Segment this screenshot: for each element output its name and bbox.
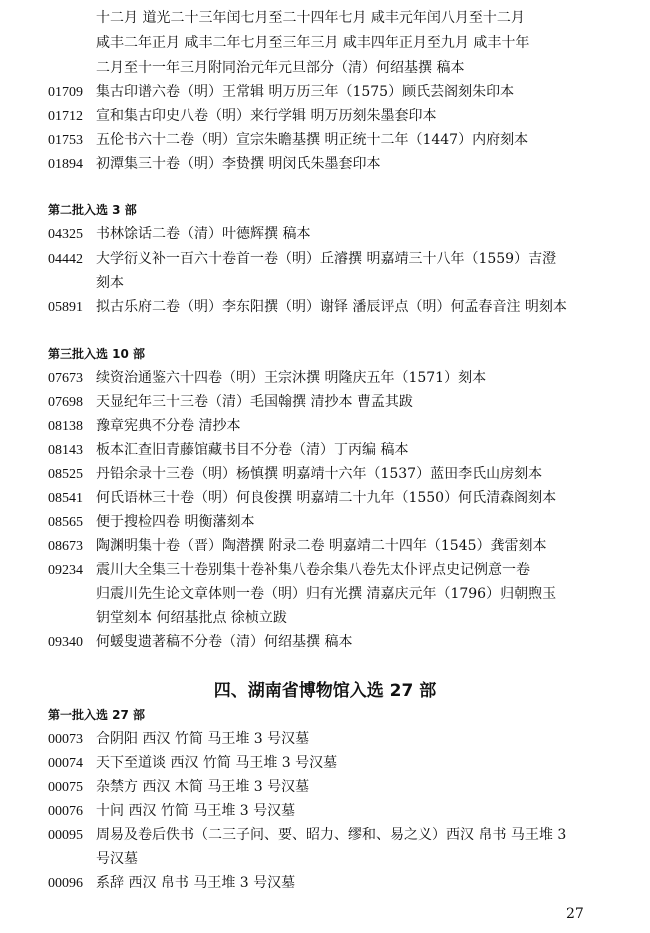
continued-text-line: 二月至十一年三月附同治元年元旦部分（清）何绍基撰 稿本 xyxy=(96,60,465,76)
entry-text-continuation: 刻本 xyxy=(96,275,124,291)
entry-id: 05891 xyxy=(48,300,83,315)
entry-id: 01712 xyxy=(48,109,83,124)
entry-text: 天下至道谈 西汉 竹简 马王堆 3 号汉墓 xyxy=(96,755,338,771)
entry-text-continuation: 钥堂刻本 何绍基批点 徐桢立跋 xyxy=(96,610,287,626)
entry-text: 天显纪年三十三卷（清）毛国翰撰 清抄本 曹孟其跋 xyxy=(96,394,413,410)
entry-text: 何蝯叟遗著稿不分卷（清）何绍基撰 稿本 xyxy=(96,634,353,650)
entry-id: 04442 xyxy=(48,252,83,267)
continued-text-line: 咸丰二年正月 咸丰二年七月至三年三月 咸丰四年正月至九月 咸丰十年 xyxy=(96,35,530,51)
batch-title: 第二批入选 3 部 xyxy=(48,203,137,217)
batch-title: 第三批入选 10 部 xyxy=(48,347,146,361)
batch-title: 第一批入选 27 部 xyxy=(48,708,146,722)
catalog-entry xyxy=(48,488,556,509)
entry-id: 08673 xyxy=(48,539,83,554)
entry-text: 续资治通鉴六十四卷（明）王宗沐撰 明隆庆五年（1571）刻本 xyxy=(96,370,487,386)
entry-text: 五伦书六十二卷（明）宣宗朱瞻基撰 明正统十二年（1447）内府刻本 xyxy=(96,132,529,148)
entry-id: 09340 xyxy=(48,635,83,650)
catalog-entry xyxy=(48,777,309,798)
catalog-entry xyxy=(48,82,514,103)
entry-id: 08541 xyxy=(48,491,83,506)
catalog-entry xyxy=(48,249,556,270)
entry-text-continuation: 归震川先生论文章体则一卷（明）归有光撰 清嘉庆元年（1796）归朝煦玉 xyxy=(96,586,557,602)
catalog-entry xyxy=(48,753,337,774)
entry-id: 08138 xyxy=(48,419,83,434)
entry-text: 集古印谱六卷（明）王常辑 明万历三年（1575）顾氏芸阁刻朱印本 xyxy=(96,84,515,100)
catalog-entry xyxy=(48,464,542,485)
entry-id: 00074 xyxy=(48,756,83,771)
entry-text: 何氏语林三十卷（明）何良俊撰 明嘉靖二十九年（1550）何氏清森阁刻本 xyxy=(96,490,557,506)
entry-id: 09234 xyxy=(48,563,83,578)
entry-id: 08143 xyxy=(48,443,83,458)
entry-text: 震川大全集三十卷别集十卷补集八卷余集八卷先太仆评点史记例意一卷 xyxy=(96,562,530,578)
entry-id: 07698 xyxy=(48,395,83,410)
catalog-entry xyxy=(48,154,380,175)
entry-text: 丹铅余录十三卷（明）杨慎撰 明嘉靖十六年（1537）蓝田李氏山房刻本 xyxy=(96,466,543,482)
catalog-entry xyxy=(48,392,413,413)
catalog-entry xyxy=(48,368,486,389)
entry-text: 杂禁方 西汉 木简 马王堆 3 号汉墓 xyxy=(96,779,310,795)
entry-text: 大学衍义补一百六十卷首一卷（明）丘濬撰 明嘉靖三十八年（1559）吉澄 xyxy=(96,251,557,267)
entry-text: 拟古乐府二卷（明）李东阳撰（明）谢铎 潘辰评点（明）何孟春音注 明刻本 xyxy=(96,299,567,315)
entry-text: 陶渊明集十卷（晋）陶潜撰 附录二卷 明嘉靖二十四年（1545）龚雷刻本 xyxy=(96,538,547,554)
catalog-entry xyxy=(48,729,309,750)
page-number: 27 xyxy=(566,906,584,922)
entry-text: 豫章宪典不分卷 清抄本 xyxy=(96,418,241,434)
catalog-entry xyxy=(48,873,295,894)
catalog-entry xyxy=(48,801,295,822)
entry-text: 宣和集古印史八卷（明）来行学辑 明万历刻朱墨套印本 xyxy=(96,108,437,124)
entry-id: 00095 xyxy=(48,828,83,843)
entry-id: 08565 xyxy=(48,515,83,530)
entry-id: 00096 xyxy=(48,876,83,891)
entry-id: 01894 xyxy=(48,157,83,172)
entry-text: 书林馀话二卷（清）叶德辉撰 稿本 xyxy=(96,226,311,242)
catalog-entry xyxy=(48,632,352,653)
entry-text-continuation: 号汉墓 xyxy=(96,851,138,867)
catalog-entry xyxy=(48,106,436,127)
entry-text: 初潭集三十卷（明）李贽撰 明闵氏朱墨套印本 xyxy=(96,156,381,172)
entry-id: 00075 xyxy=(48,780,83,795)
continued-text-line: 十二月 道光二十三年闰七月至二十四年七月 咸丰元年闰八月至十二月 xyxy=(96,10,525,26)
catalog-entry xyxy=(48,512,254,533)
catalog-entry xyxy=(48,825,566,846)
entry-id: 00076 xyxy=(48,804,83,819)
entry-id: 01709 xyxy=(48,85,83,100)
catalog-entry xyxy=(48,536,547,557)
catalog-entry xyxy=(48,440,408,461)
catalog-entry xyxy=(48,297,567,318)
entry-id: 07673 xyxy=(48,371,83,386)
catalog-entry xyxy=(48,130,528,151)
entry-text: 板本汇查旧青藤馆藏书目不分卷（清）丁丙编 稿本 xyxy=(96,442,409,458)
catalog-entry xyxy=(48,560,530,581)
entry-id: 08525 xyxy=(48,467,83,482)
entry-text: 周易及卷后佚书（二三子问、要、昭力、缪和、易之义）西汉 帛书 马王堆 3 xyxy=(96,827,567,843)
catalog-entry xyxy=(48,416,240,437)
entry-text: 系辞 西汉 帛书 马王堆 3 号汉墓 xyxy=(96,875,296,891)
entry-id: 00073 xyxy=(48,732,83,747)
section-heading: 四、湖南省博物馆入选 27 部 xyxy=(213,681,437,701)
entry-text: 十问 西汉 竹简 马王堆 3 号汉墓 xyxy=(96,803,296,819)
entry-id: 04325 xyxy=(48,227,83,242)
catalog-entry xyxy=(48,224,310,245)
entry-text: 合阴阳 西汉 竹简 马王堆 3 号汉墓 xyxy=(96,731,310,747)
entry-id: 01753 xyxy=(48,133,83,148)
entry-text: 便于搜检四卷 明衡藩刻本 xyxy=(96,514,255,530)
